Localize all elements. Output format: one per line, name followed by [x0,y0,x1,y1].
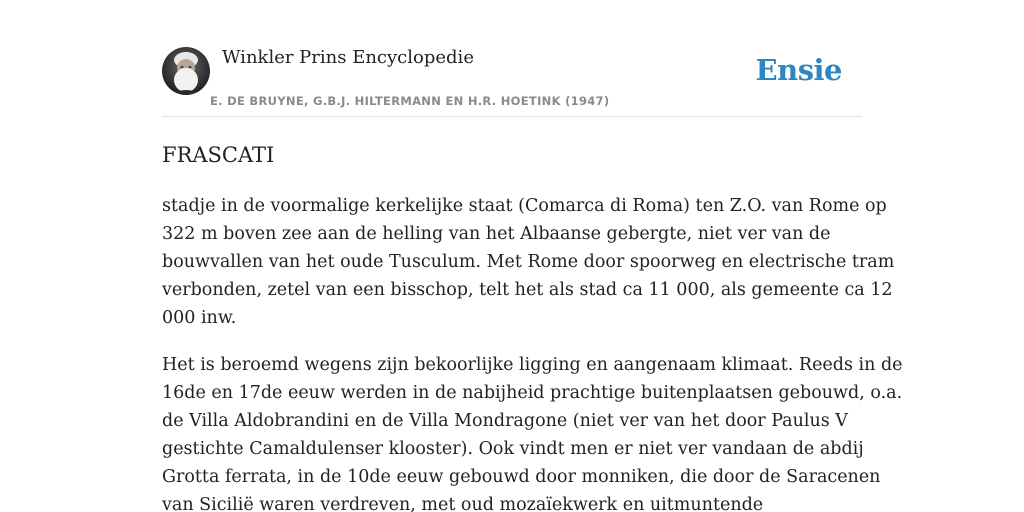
article-title: FRASCATI [162,143,275,167]
paragraph-line: 000 inw. [162,308,237,328]
paragraph-line: 322 m boven zee aan de helling van het Albaanse gebergte, niet ver van de [162,224,831,244]
author-portrait-icon [162,47,210,95]
paragraph-line: Grotta ferrata, in de 10de eeuw gebouwd door monniken, die door de Saracenen [162,467,881,487]
byline: E. DE BRUYNE, G.B.J. HILTERMANN EN H.R. HOETINK (1947) [210,94,610,108]
paragraph-line: stadje in de voormalige kerkelijke staat (Comarca di Roma) ten Z.O. van Rome op [162,196,887,216]
paragraph-line: 16de en 17de eeuw werden in de nabijheid prachtige buitenplaatsen gebouwd, o.a. [162,383,903,403]
paragraph-line: van Sicilië waren verdreven, met oud mozaïekwerk en uitmuntende [162,495,764,512]
paragraph-line: gestichte Camaldulenser klooster). Ook vindt men er niet ver vandaan de abdij [162,439,864,459]
article-paragraph-2 [162,351,903,512]
article-paragraph-1 [162,192,895,332]
site-title[interactable]: Winkler Prins Encyclopedie [222,47,474,68]
paragraph-line: de Villa Aldobrandini en de Villa Mondragone (niet ver van het door Paulus V [162,411,848,431]
paragraph-line: verbonden, zetel van een bisschop, telt het als stad ca 11 000, als gemeente ca 12 [162,280,893,300]
paragraph-line: bouwvallen van het oude Tusculum. Met Rome door spoorweg en electrische tram [162,252,895,272]
site-header [162,46,862,117]
ensie-logo[interactable]: Ensie [755,53,842,87]
paragraph-line: Het is beroemd wegens zijn bekoorlijke ligging en aangenaam klimaat. Reeds in de [162,355,903,375]
